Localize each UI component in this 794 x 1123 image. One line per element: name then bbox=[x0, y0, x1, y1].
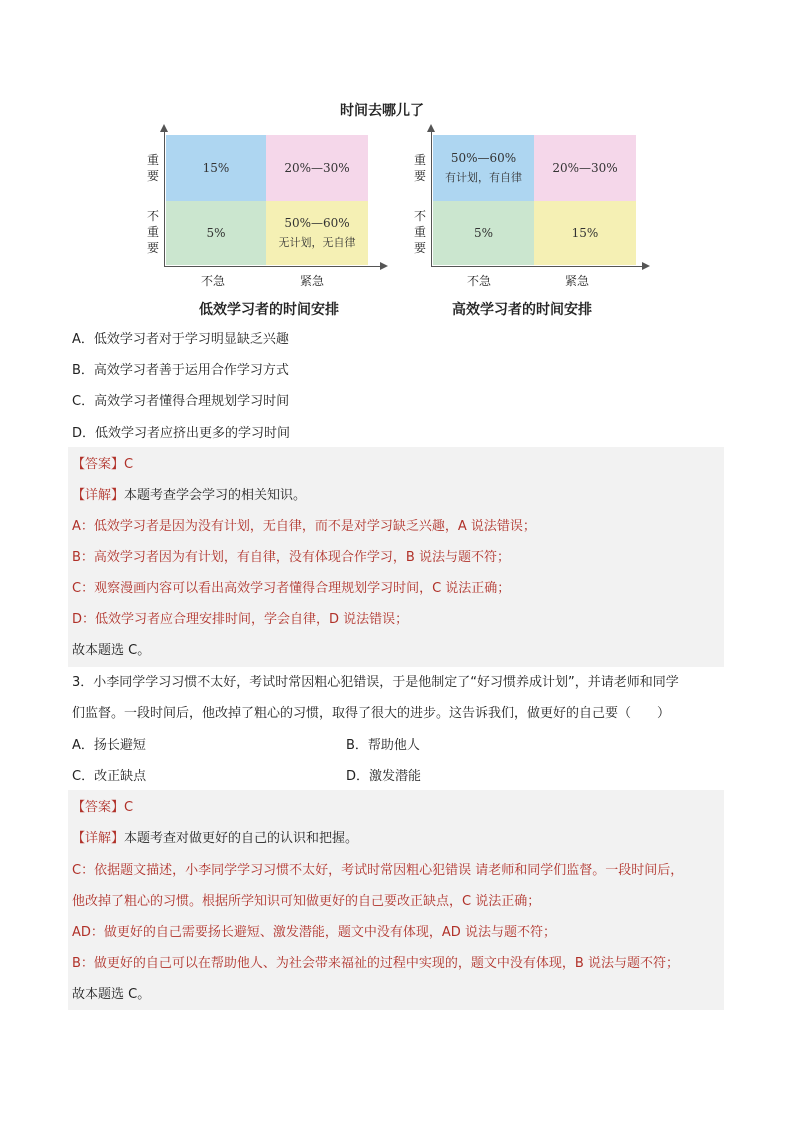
q3-analysis-b: B：做更好的自己可以在帮助他人、为社会带来福祉的过程中实现的，题文中没有体现，B 说法与题不符； bbox=[72, 956, 679, 971]
right-cell-not-important-not-urgent bbox=[433, 201, 534, 265]
q2-analysis-b: B：高效学习者因为有计划，有自律，没有体现合作学习，B 说法与题不符； bbox=[72, 550, 510, 565]
right-cell-value: 20%—30% bbox=[552, 161, 618, 175]
q3-analysis-c-line-2: 他改掉了粗心的习惯。根据所学知识可知做更好的自己要改正缺点，C 说法正确； bbox=[72, 894, 541, 909]
q2-detail bbox=[72, 486, 306, 506]
left-cell-value: 15% bbox=[202, 161, 230, 175]
right-y-axis bbox=[431, 130, 432, 267]
q3-option-a: A．扬长避短 bbox=[72, 738, 146, 753]
right-cell-not-important-urgent bbox=[534, 201, 636, 265]
right-x-axis bbox=[431, 266, 643, 267]
detail-text: 本题考查对做更好的自己的认识和把握。 bbox=[124, 831, 359, 846]
left-cell-value: 50%—60% bbox=[284, 216, 350, 230]
q3-option-b: B．帮助他人 bbox=[346, 738, 420, 753]
q3-conclusion: 故本题选 C。 bbox=[72, 987, 151, 1002]
detail-text: 本题考查学会学习的相关知识。 bbox=[124, 488, 307, 503]
left-x-axis bbox=[164, 266, 382, 267]
left-cell-important-not-urgent bbox=[166, 135, 266, 201]
left-cell-not-important-urgent bbox=[266, 201, 368, 265]
answer-value: C bbox=[124, 800, 134, 815]
q3-analysis-ad: AD：做更好的自己需要扬长避短、激发潜能，题文中没有体现，AD 说法与题不符； bbox=[72, 925, 556, 940]
q3-answer bbox=[72, 798, 133, 818]
right-axis-label-not-urgent: 不急 bbox=[467, 274, 492, 288]
left-cell-not-important-not-urgent bbox=[166, 201, 266, 265]
right-cell-value: 5% bbox=[473, 226, 494, 240]
detail-tag: 【详解】 bbox=[72, 831, 125, 846]
left-axis-label-not-urgent: 不急 bbox=[201, 274, 226, 288]
q3-stem-line-1: 3．小李同学学习习惯不太好，考试时常因粗心犯错误，于是他制定了“好习惯养成计划”，并请老师和同学 bbox=[72, 675, 679, 690]
left-y-axis bbox=[164, 130, 165, 267]
q3-analysis-c-line-1: C：依据题文描述，小李同学学习习惯不太好，考试时常因粗心犯错误 请老师和同学们监督。一段时间后， bbox=[72, 863, 684, 878]
q2-analysis-d: D：低效学习者应合理安排时间，学会自律，D 说法错误； bbox=[72, 612, 409, 627]
q2-analysis-a: A：低效学习者是因为没有计划，无自律，而不是对学习缺乏兴趣，A 说法错误； bbox=[72, 519, 536, 534]
q3-option-c: C．改正缺点 bbox=[72, 769, 147, 784]
left-cell-value: 5% bbox=[206, 226, 226, 240]
q3-detail bbox=[72, 829, 358, 849]
right-chart-caption: 高效学习者的时间安排 bbox=[452, 302, 592, 318]
answer-value: C bbox=[124, 457, 134, 472]
q3-option-d: D．激发潜能 bbox=[346, 769, 422, 784]
left-axis-label-urgent: 紧急 bbox=[300, 274, 325, 288]
left-cell-note: 无计划，无自律 bbox=[278, 236, 356, 249]
q2-option-d: D．低效学习者应挤出更多的学习时间 bbox=[72, 426, 291, 441]
left-y-axis-arrow bbox=[160, 124, 168, 132]
right-cell-value: 15% bbox=[571, 226, 599, 240]
left-axis-label-important: 重要 bbox=[146, 153, 159, 183]
q2-option-b: B．高效学习者善于运用合作学习方式 bbox=[72, 363, 289, 378]
q3-stem-line-2: 们监督。一段时间后，他改掉了粗心的习惯，取得了很大的进步。这告诉我们，做更好的自己要（ ） bbox=[72, 706, 671, 721]
right-cell-important-not-urgent bbox=[433, 135, 534, 201]
left-cell-important-urgent bbox=[266, 135, 368, 201]
left-cell-value: 20%—30% bbox=[284, 161, 350, 175]
right-cell-value: 50%—60% bbox=[450, 151, 517, 165]
right-cell-important-urgent bbox=[534, 135, 636, 201]
left-axis-label-not-important: 不重要 bbox=[146, 209, 159, 255]
q2-answer bbox=[72, 455, 133, 475]
figure-title: 时间去哪儿了 bbox=[340, 103, 424, 119]
right-cell-note: 有计划，有自律 bbox=[445, 171, 522, 184]
answer-tag: 【答案】 bbox=[72, 457, 125, 472]
right-axis-label-not-important: 不重要 bbox=[413, 209, 426, 255]
q2-conclusion: 故本题选 C。 bbox=[72, 643, 151, 658]
right-y-axis-arrow bbox=[427, 124, 435, 132]
right-axis-label-important: 重要 bbox=[413, 153, 426, 183]
q2-analysis-c: C：观察漫画内容可以看出高效学习者懂得合理规划学习时间，C 说法正确； bbox=[72, 581, 511, 596]
right-x-axis-arrow bbox=[642, 262, 650, 270]
detail-tag: 【详解】 bbox=[72, 488, 125, 503]
right-axis-label-urgent: 紧急 bbox=[565, 274, 590, 288]
q2-option-c: C．高效学习者懂得合理规划学习时间 bbox=[72, 394, 290, 409]
answer-tag: 【答案】 bbox=[72, 800, 125, 815]
left-x-axis-arrow bbox=[380, 262, 388, 270]
left-chart-caption: 低效学习者的时间安排 bbox=[199, 302, 339, 318]
q2-option-a: A．低效学习者对于学习明显缺乏兴趣 bbox=[72, 332, 289, 347]
